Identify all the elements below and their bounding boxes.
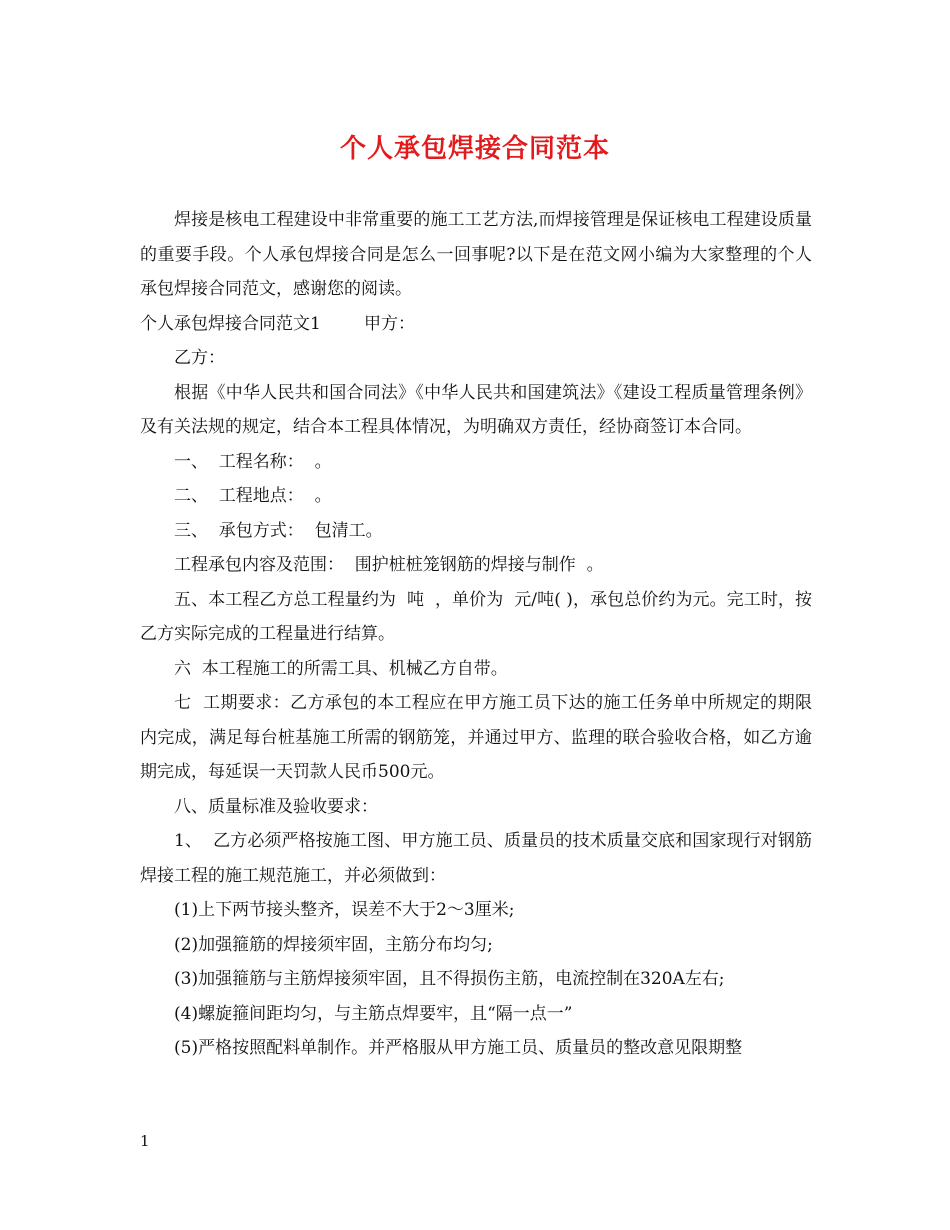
paragraph: 五、本工程乙方总工程量约为 吨 ，单价为 元/吨( )，承包总价约为元。完工时，按乙方实际完成的工程量进行结算。: [140, 589, 812, 644]
paragraph: (5)严格按照配料单制作。并严格服从甲方施工员、质量员的整改意见限期整: [174, 1038, 743, 1058]
page-number: 1: [140, 1132, 150, 1150]
paragraph: 七 工期要求：乙方承包的本工程应在甲方施工员下达的施工任务单中所规定的期限内完成，满足每台桩基施工所需的钢筋笼，并通过甲方、监理的联合验收合格，如乙方逾期完成，每延误一天罚款人民币500元。: [140, 693, 812, 782]
paragraph: 根据《中华人民共和国合同法》《中华人民共和国建筑法》《建设工程质量管理条例》及有关法规的规定，结合本工程具体情况，为明确双方责任，经协商签订本合同。: [140, 382, 812, 437]
paragraph: 1、 乙方必须严格按施工图、甲方施工员、质量员的技术质量交底和国家现行对钢筋焊接工程的施工规范施工，并必须做到：: [140, 831, 812, 886]
paragraph: 二、 工程地点： 。: [174, 486, 332, 506]
paragraph: 六 本工程施工的所需工具、机械乙方自带。: [174, 658, 508, 679]
document-body: [140, 203, 812, 1066]
paragraph: 八、质量标准及验收要求：: [174, 796, 378, 817]
paragraph: 焊接是核电工程建设中非常重要的施工工艺方法,而焊接管理是保证核电工程建设质量的重要手段。个人承包焊接合同是怎么一回事呢?以下是在范文网小编为大家整理的个人承包焊接合同范文，感谢您的阅读。: [140, 210, 812, 299]
paragraph: 工程承包内容及范围： 围护桩桩笼钢筋的焊接与制作 。: [174, 555, 604, 575]
paragraph: 个人承包焊接合同范文1 甲方：: [140, 313, 416, 334]
paragraph: (2)加强箍筋的焊接须牢固，主筋分布均匀;: [174, 934, 493, 955]
paragraph: 乙方：: [174, 348, 225, 368]
paragraph: (3)加强箍筋与主筋焊接须牢固，且不得损伤主筋，电流控制在320A左右;: [174, 969, 725, 989]
paragraph: (4)螺旋箍间距均匀，与主筋点焊要牢，且“隔一点一”: [174, 1003, 573, 1024]
paragraph: 三、 承包方式： 包清工。: [174, 520, 383, 541]
paragraph: 一、 工程名称： 。: [174, 451, 332, 472]
paragraph: (1)上下两节接头整齐，误差不大于2～3厘米;: [174, 900, 515, 920]
document-title: 个人承包焊接合同范本: [339, 134, 610, 164]
